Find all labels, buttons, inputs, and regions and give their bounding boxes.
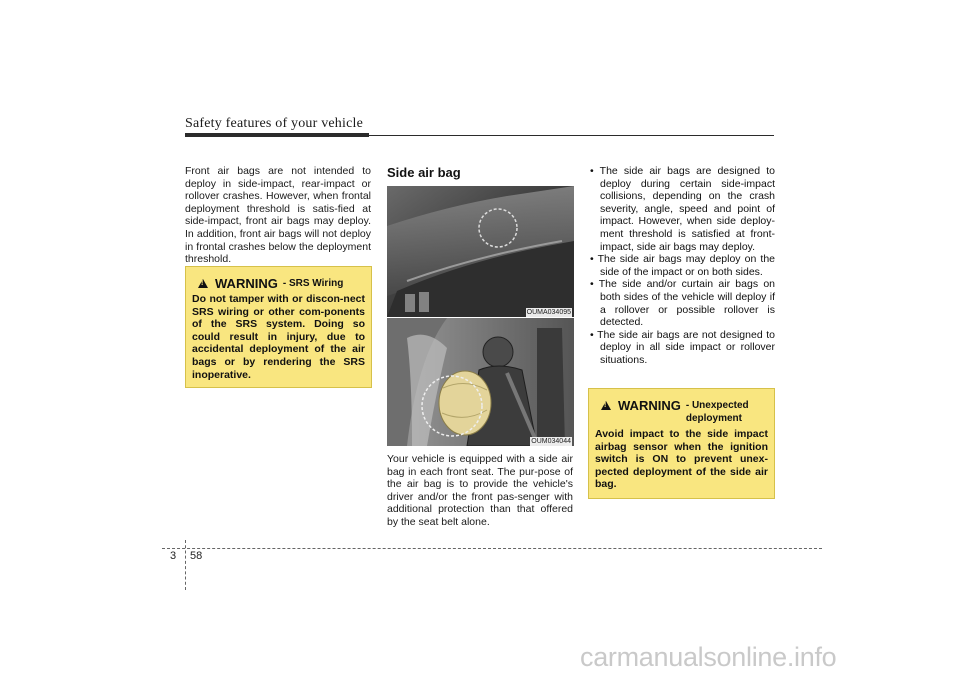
warning-text: Avoid impact to the side impact airbag sensor when the ignition switch is ON to prevent unex-pected deployment of the side air bag.	[595, 428, 768, 491]
side-airbag-bullet-list	[590, 165, 775, 367]
bullet-item: • The side and/or curtain air bags on both sides of the vehicle will deploy if a rollover or possible rollover is detected.	[590, 278, 775, 328]
warning-triangle-icon	[198, 279, 208, 288]
page-header-title: Safety features of your vehicle	[185, 116, 364, 131]
section-heading-side-air-bag: Side air bag	[387, 165, 461, 180]
bullet-item: • The side air bags are designed to deploy during certain side-impact collisions, depending on the crash severity, angle, speed and point of impact. However, when side deploy-ment threshold is satisfied at front-impact, side air bags may deploy.	[590, 165, 775, 253]
bullet-item: • The side air bags are not designed to deploy in all side impact or rollover situations.	[590, 329, 775, 367]
watermark: carmanualsonline.info	[580, 642, 837, 672]
seat-side-illustration	[387, 186, 574, 317]
warning-label: WARNING	[618, 398, 681, 413]
figure-airbag-deployment	[387, 318, 574, 446]
airbag-deployment-illustration	[387, 318, 574, 446]
warning-text: Do not tamper with or discon-nect SRS wiring or other com-ponents of the SRS system. Doing so could result in injury, due to accidental deployment of the air bags or by rendering the SRS inoperative.	[192, 293, 365, 381]
warning-box-unexpected-deployment	[588, 388, 775, 499]
header-rule-thin	[369, 135, 774, 136]
front-airbag-paragraph: Front air bags are not intended to deploy in side-impact, rear-impact or rollover crashes. However, when frontal deployment threshold is satis-fied at side-impact, front air bags may deploy. In addition, front air bags will not deploy in frontal crashes below the deployment threshold.	[185, 165, 371, 266]
figure-code-bottom: OUM034044	[531, 438, 571, 445]
footer-vertical-rule	[185, 540, 186, 590]
warning-label: WARNING	[215, 276, 278, 291]
bullet-item: • The side air bags may deploy on the side of the impact or on both sides.	[590, 253, 775, 278]
header-rule-thick	[185, 133, 369, 137]
side-airbag-paragraph: Your vehicle is equipped with a side air bag in each front seat. The pur-pose of the air bag is to provide the vehicle's driver and/or the front pas-senger with additional protection than that offered by the seat belt alone.	[387, 453, 573, 528]
warning-triangle-icon	[601, 401, 611, 410]
chapter-number: 3	[170, 550, 177, 562]
warning-subtitle: - SRS Wiring	[282, 278, 344, 289]
page-number: 58	[190, 550, 203, 562]
figure-seat-side-airbag	[387, 186, 574, 317]
warning-box-srs-wiring	[185, 266, 372, 388]
figure-code-top: OUMA034095	[526, 309, 571, 316]
warning-subtitle: - Unexpected deployment	[685, 400, 749, 424]
footer-dashed-rule	[162, 548, 822, 549]
